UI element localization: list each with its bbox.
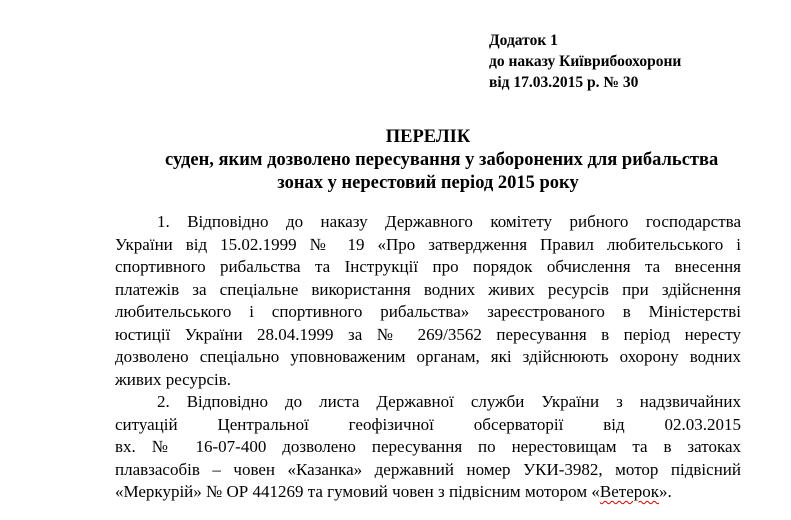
annex-header xyxy=(489,30,681,93)
annex-number: Додаток 1 xyxy=(489,32,558,49)
document-title: ПЕРЕЛІК xyxy=(385,127,471,147)
paragraph-1 xyxy=(115,211,741,391)
paragraph-line: юстиції України 28.04.1999 за № 269/3562 пересування в період нересту xyxy=(115,324,741,344)
last-line-suffix: ». xyxy=(659,482,672,501)
paragraph-line: плавзасобів – човен «Казанка» державний номер УКИ-3982, мотор підвісний xyxy=(115,459,741,479)
last-line-prefix: «Меркурій» № ОР 441269 та гумовий човен з підвісним мотором « xyxy=(115,482,600,501)
paragraph-2 xyxy=(115,391,741,504)
paragraph-line: спортивного рибальства та Інструкції про порядок обчислення та внесення xyxy=(115,257,741,276)
paragraph-line: любительського і спортивного рибальства» зареєстрованого в Міністерстві xyxy=(115,302,741,321)
paragraph-last-line xyxy=(115,481,741,504)
annex-order-date: від 17.03.2015 р. № 30 xyxy=(489,74,639,91)
paragraph-line: дозволено спеціально уповноваженим органам, які здійснюють охорону водних xyxy=(115,347,741,366)
paragraph-line: 1. Відповідно до наказу Державного комітету рибного господарства xyxy=(157,212,741,231)
paragraph-line: ситуацій Центральної геофізичної обсерваторії від 02.03.2015 xyxy=(115,414,741,434)
paragraph-line: вх. № 16-07-400 дозволено пересування по нерестовищам та в затоках xyxy=(115,437,741,456)
document-subtitle-line2: зонах у нерестовий період 2015 року xyxy=(277,173,579,193)
paragraph-line: живих ресурсів. xyxy=(115,369,232,389)
spellcheck-flagged-word[interactable]: Ветерок xyxy=(599,482,659,501)
document-subtitle-line1: суден, яким дозволено пересування у заборонених для рибальства xyxy=(165,150,719,170)
paragraph-line: України від 15.02.1999 № 19 «Про затвердження Правил любительського і xyxy=(115,234,741,254)
paragraph-line: платежів за спеціальне використання водних живих ресурсів при здійснення xyxy=(115,279,741,299)
annex-order-ref: до наказу Київрибоохорони xyxy=(489,53,682,70)
paragraph-line: 2. Відповідно до листа Державної служби України з надзвичайних xyxy=(157,392,741,411)
document-body xyxy=(115,211,741,504)
